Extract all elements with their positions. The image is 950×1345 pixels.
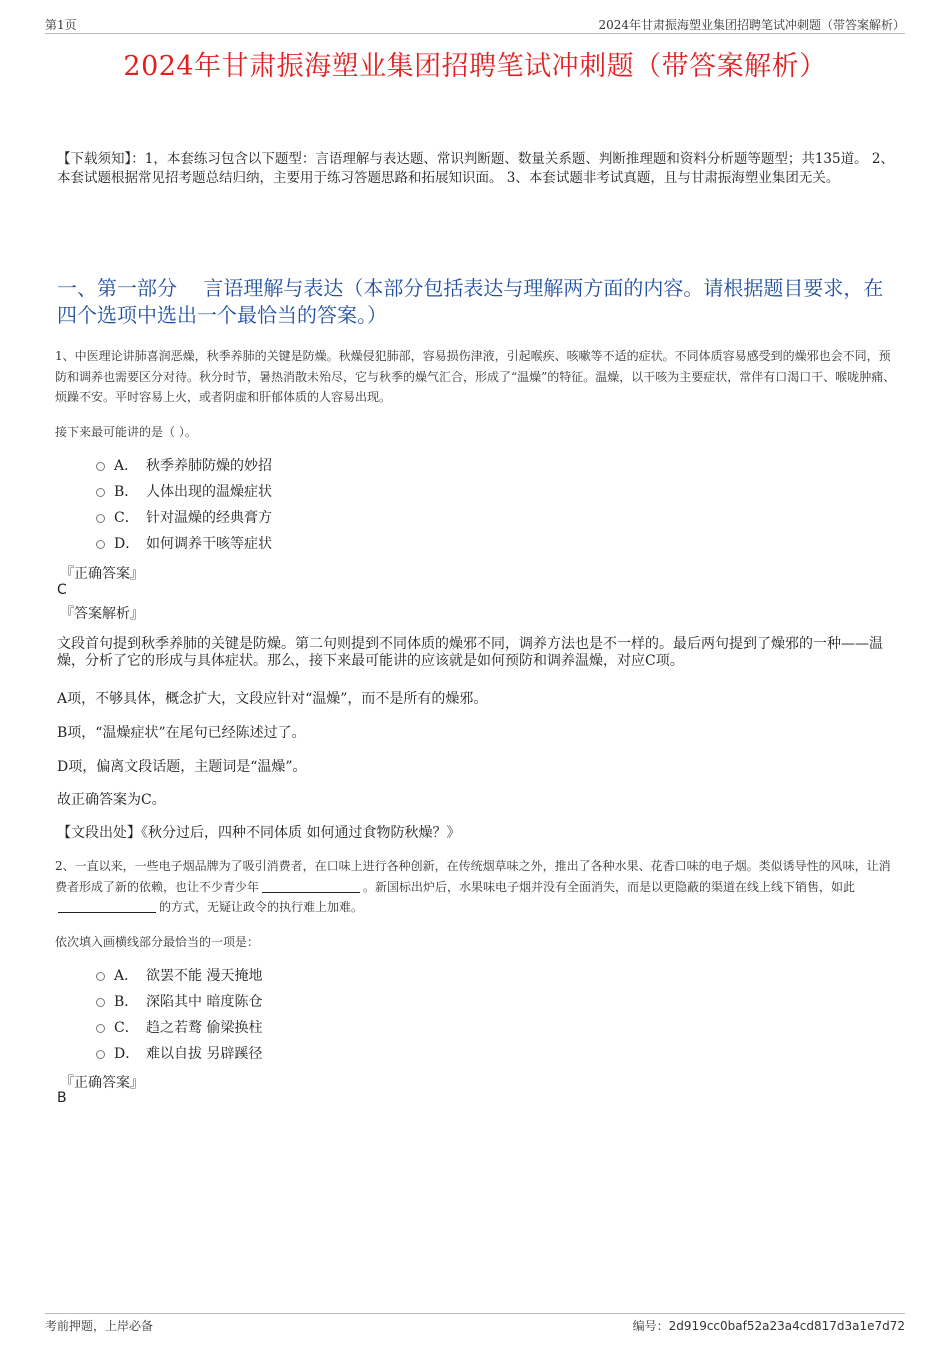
question-1-options (96, 452, 272, 556)
analysis-b-note: B项，“温燥症状”在尾句已经陈述过了。 (57, 725, 306, 741)
download-notice: 【下载须知】：1，本套练习包含以下题型：言语理解与表达题、常识判断题、数量关系题、判断推理题和资料分析题等题型；共135道。 2、本套试题根据常见招考题总结归纳，主要用于练习答题思路和拓展知识面。 3、本套试题非考试真题，且与甘肃振海塑业集团无关。 (57, 151, 894, 186)
option-d[interactable]: D． 如何调养干咳等症状 (96, 530, 272, 556)
passage-source: 【文段出处】《秋分过后，四种不同体质 如何通过食物防秋燥？》 (57, 825, 461, 841)
analysis-a-note: A项，不够具体，概念扩大，文段应针对“温燥”，而不是所有的燥邪。 (57, 691, 488, 707)
radio-icon[interactable] (96, 462, 105, 471)
option-text: 人体出现的温燥症状 (146, 484, 272, 500)
fill-blank-1[interactable] (262, 881, 360, 893)
question-1-ask: 接下来最可能讲的是（ ）。 (55, 425, 197, 439)
option-b[interactable]: B． 人体出现的温燥症状 (96, 478, 272, 504)
header-doc-title: 2024年甘肃振海塑业集团招聘笔试冲刺题（带答案解析） (598, 18, 905, 32)
radio-icon[interactable] (96, 488, 105, 497)
page-header (45, 14, 905, 34)
page-number: 第1页 (45, 18, 77, 32)
analysis-d-note: D项，偏离文段话题，主题词是“温燥”。 (57, 759, 307, 775)
footer-code: 编号：2d919cc0baf52a23a4cd817d3a1e7d72 (632, 1319, 905, 1333)
radio-icon[interactable] (96, 1050, 105, 1059)
radio-icon[interactable] (96, 514, 105, 523)
section-heading: 一、第一部分 言语理解与表达（本部分包括表达与理解两方面的内容。请根据题目要求，在四个选项中选出一个最恰当的答案。） (57, 276, 884, 327)
radio-icon[interactable] (96, 998, 105, 1007)
option-text: 欲罢不能 漫天掩地 (146, 968, 263, 984)
option-c[interactable]: C． 趋之若鹜 偷梁换柱 (96, 1014, 262, 1040)
question-2-ask: 依次填入画横线部分最恰当的一项是： (55, 935, 260, 949)
option-b[interactable]: B． 深陷其中 暗度陈仓 (96, 988, 262, 1014)
radio-icon[interactable] (96, 972, 105, 981)
option-text: 难以自拔 另辟蹊径 (146, 1046, 263, 1062)
option-text: 深陷其中 暗度陈仓 (146, 994, 263, 1010)
option-text: 趋之若鹜 偷梁换柱 (146, 1020, 263, 1036)
option-a[interactable]: A． 秋季养肺防燥的妙招 (96, 452, 272, 478)
answer-value: B (57, 1090, 67, 1106)
fill-blank-2[interactable] (58, 901, 156, 913)
option-d[interactable]: D． 难以自拔 另辟蹊径 (96, 1040, 262, 1066)
footer-slogan: 考前押题，上岸必备 (45, 1319, 154, 1333)
document-title: 2024年甘肃振海塑业集团招聘笔试冲刺题（带答案解析） (123, 51, 827, 82)
option-a[interactable]: A． 欲罢不能 漫天掩地 (96, 962, 262, 988)
option-text: 秋季养肺防燥的妙招 (146, 458, 272, 474)
analysis-conclusion: 故正确答案为C。 (57, 792, 166, 808)
radio-icon[interactable] (96, 1024, 105, 1033)
question-1-stem: 1、中医理论讲肺喜润恶燥，秋季养肺的关键是防燥。秋燥侵犯肺部，容易损伤津液，引起喉疾、咳嗽等不适的症状。不同体质容易感受到的燥邪也会不同，预防和调养也需要区分对待。秋分时节，暑热消散未殆尽，它与秋季的燥气汇合，形成了“温燥”的特征。温燥，以干咳为主要症状，常伴有口渴口干、喉咙肿痛、烦躁不安。平时容易上火，或者阴虚和肝郁体质的人容易出现。 (55, 349, 896, 404)
radio-icon[interactable] (96, 540, 105, 549)
option-text: 针对温燥的经典膏方 (146, 510, 272, 526)
option-c[interactable]: C． 针对温燥的经典膏方 (96, 504, 272, 530)
question-2-stem: 2、一直以来，一些电子烟品牌为了吸引消费者，在口味上进行各种创新，在传统烟草味之外，推出了各种水果、花香口味的电子烟。类似诱导性的风味，让消费者形成了新的依赖，也让不少青少年 。新国标出炉后，水果味电子烟并没有全面消失，而是以更隐蔽的渠道在线上线下销售，如此的方式，无疑让政令的执行难上加难。 (55, 859, 891, 914)
analysis-text: 文段首句提到秋季养肺的关键是防燥。第二句则提到不同体质的燥邪不同，调养方法也是不一样的。最后两句提到了燥邪的一种——温燥，分析了它的形成与具体症状。那么，接下来最可能讲的应该就是如何预防和调养温燥，对应C项。 (57, 636, 883, 669)
answer-value: C (57, 582, 67, 598)
analysis-label: 『答案解析』 (60, 606, 144, 622)
question-2-options (96, 962, 262, 1066)
option-text: 如何调养干咳等症状 (146, 536, 272, 552)
page-footer (45, 1313, 905, 1335)
answer-label: 『正确答案』 (60, 1075, 144, 1091)
answer-label: 『正确答案』 (60, 566, 144, 582)
